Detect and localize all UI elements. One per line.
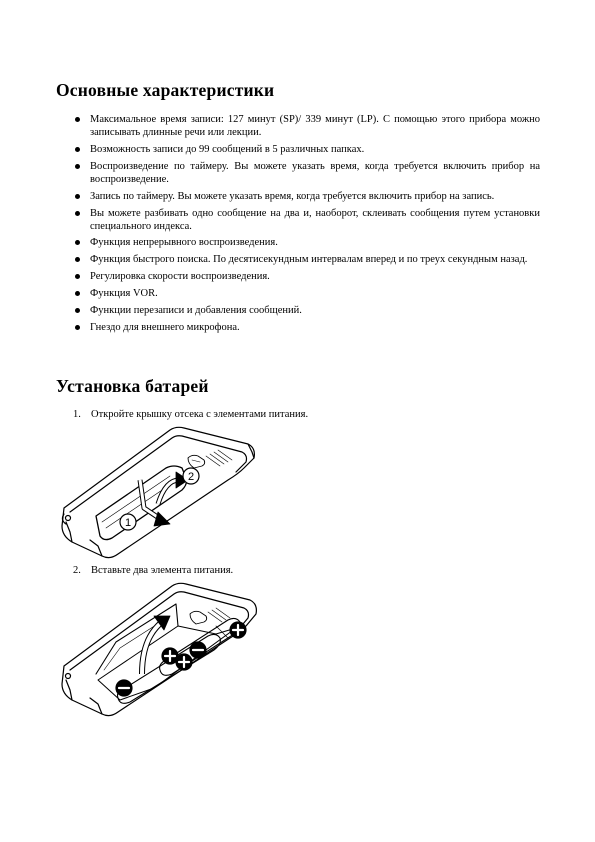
battery-heading: Установка батарей xyxy=(56,376,209,396)
feature-item: Функция VOR. xyxy=(72,287,540,300)
feature-item: Гнездо для внешнего микрофона. xyxy=(72,321,540,334)
feature-item: Функция непрерывного воспроизведения. xyxy=(72,236,540,249)
step-text: Вставьте два элемента питания. xyxy=(91,565,234,576)
callout-1 xyxy=(120,514,136,530)
minus-icon xyxy=(190,642,206,658)
feature-item: Вы можете разбивать одно сообщение на два и, наоборот, склеивать сообщения путем установки специального индекса. xyxy=(72,207,540,233)
features-list xyxy=(72,113,540,338)
feature-item: Функция быстрого поиска. По десятисекундным интервалам вперед и по треух секундным назад. xyxy=(72,253,540,266)
step-2 xyxy=(73,564,233,577)
minus-icon xyxy=(116,680,132,696)
step-number: 2. xyxy=(73,565,81,576)
svg-text:2: 2 xyxy=(187,471,195,483)
plus-icon xyxy=(176,654,192,670)
open-cover-illustration xyxy=(58,422,258,562)
step-number: 1. xyxy=(73,409,81,420)
step-1 xyxy=(73,408,308,421)
insert-batteries-illustration xyxy=(58,578,263,720)
feature-item: Регулировка скорости воспроизведения. xyxy=(72,270,540,283)
features-heading: Основные характеристики xyxy=(56,80,275,100)
feature-item: Запись по таймеру. Вы можете указать время, когда требуется включить прибор на запись. xyxy=(72,190,540,203)
feature-item: Функции перезаписи и добавления сообщений. xyxy=(72,304,540,317)
feature-item: Воспроизведение по таймеру. Вы можете указать время, когда требуется включить прибор на воспроизведение. xyxy=(72,160,540,186)
svg-text:1: 1 xyxy=(124,517,132,529)
feature-item: Максимальное время записи: 127 минут (SP)/ 339 минут (LP). С помощью этого прибора можно записывать длинные речи или лекции. xyxy=(72,113,540,139)
feature-item: Возможность записи до 99 сообщений в 5 различных папках. xyxy=(72,143,540,156)
callout-2 xyxy=(183,468,199,484)
step-text: Откройте крышку отсека с элементами питания. xyxy=(91,409,309,420)
plus-icon xyxy=(230,622,246,638)
